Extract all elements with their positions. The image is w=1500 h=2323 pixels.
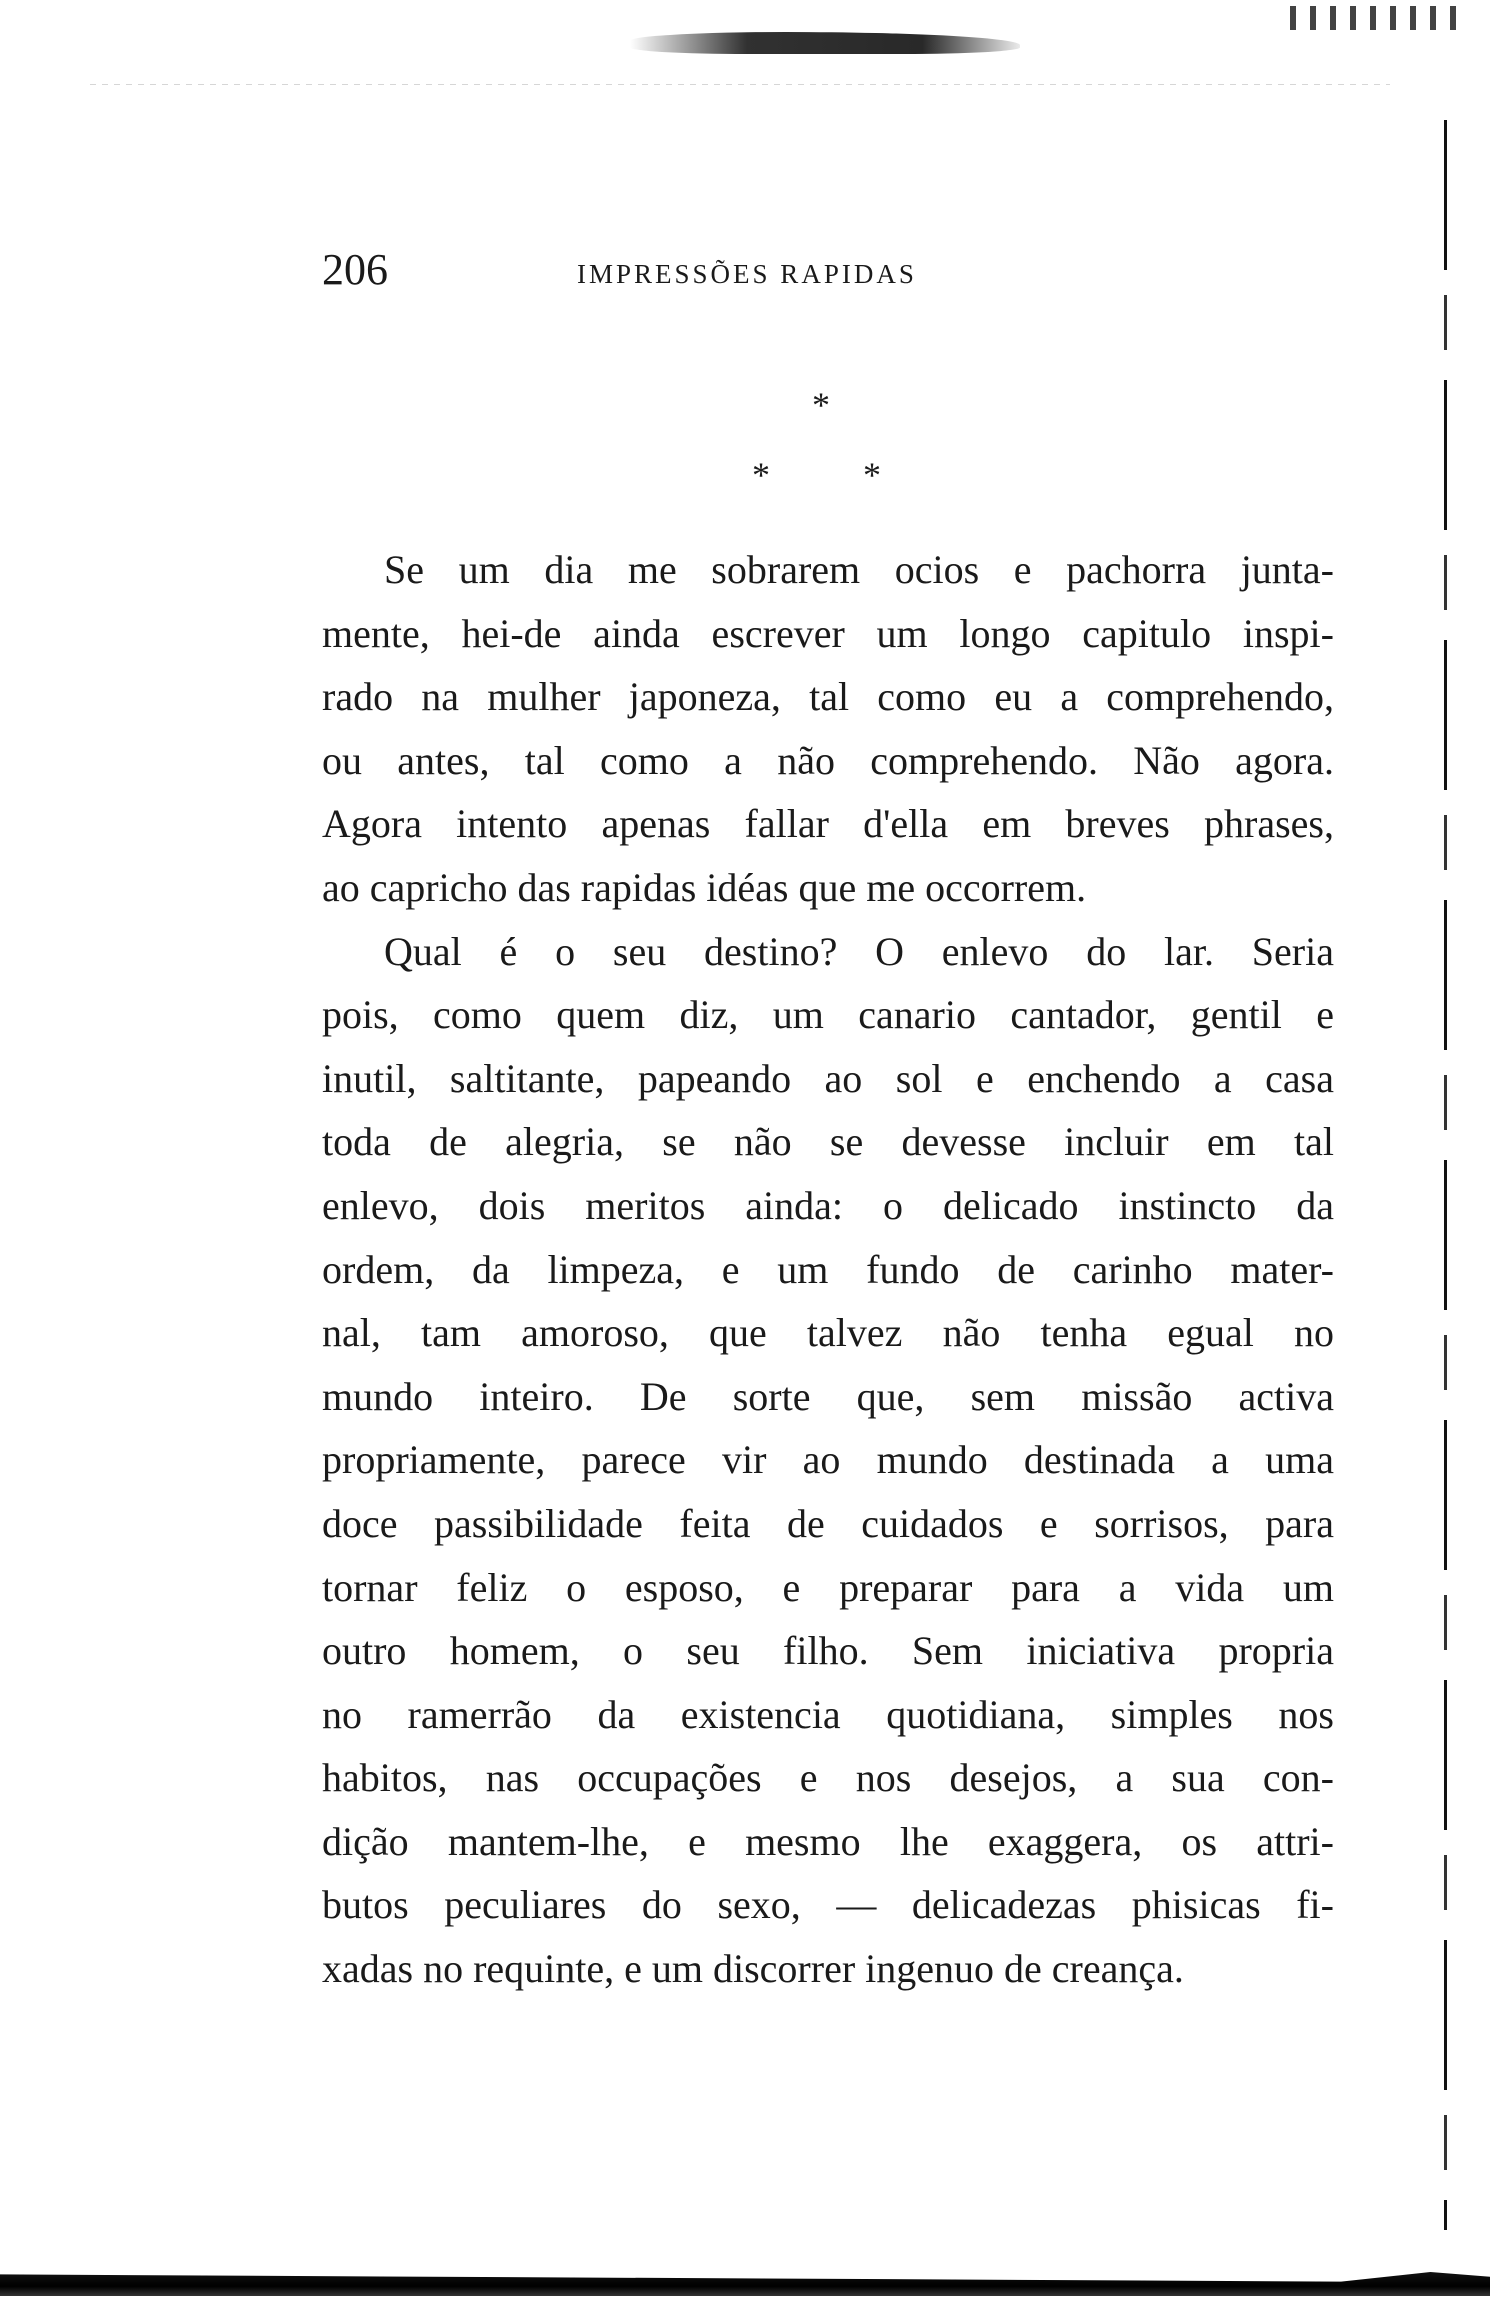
text-line: pois, como quem diz, um canario cantador, gentil e [322, 992, 1334, 1038]
text-line: Qual é o seu destino? O enlevo do lar. Seria [384, 928, 1334, 974]
text-line: inutil, saltitante, papeando ao sol e enchendo a casa [322, 1055, 1334, 1101]
asterism-star: * [812, 385, 830, 425]
text-line: mente, hei-de ainda escrever um longo capitulo inspi- [322, 610, 1334, 656]
text-line: rado na mulher japoneza, tal como eu a comprehendo, [322, 674, 1334, 720]
text-line: Se um dia me sobrarem ocios e pachorra junta- [384, 547, 1334, 592]
text-line: propriamente, parece vir ao mundo destinada a uma [322, 1437, 1334, 1483]
text-line: toda de alegria, se não se devesse incluir em tal [322, 1119, 1334, 1165]
asterism-star: * [752, 455, 770, 495]
text-line: doce passibilidade feita de cuidados e sorrisos, para [322, 1500, 1334, 1546]
text-line: tornar feliz o esposo, e preparar para a vida um [322, 1564, 1334, 1610]
paragraph-2 [322, 920, 1334, 2001]
body-text [322, 538, 1334, 2001]
text-line: no ramerrão da existencia quotidiana, simples nos [322, 1691, 1334, 1737]
text-line: enlevo, dois meritos ainda: o delicado instincto da [322, 1182, 1334, 1228]
running-head: IMPRESSÕES RAPIDAS [577, 259, 917, 289]
page-number: 206 [322, 245, 388, 294]
text-line: xadas no requinte, e um discorrer ingenuo de creança. [322, 1946, 1184, 1992]
page-header [322, 240, 1322, 300]
scan-artifact-bottom [0, 2272, 1490, 2296]
asterism [0, 375, 1500, 505]
scan-artifact-line [90, 84, 1390, 85]
text-line: ao capricho das rapidas idéas que me occorrem. [322, 864, 1087, 910]
text-line: nal, tam amoroso, que talvez não tenha egual no [322, 1310, 1334, 1356]
paragraph-1 [322, 538, 1334, 920]
text-line: dição mantem-lhe, e mesmo lhe exaggera, os attri- [322, 1818, 1334, 1864]
text-line: ordem, da limpeza, e um fundo de carinho mater- [322, 1246, 1334, 1292]
asterism-star: * [863, 455, 881, 495]
scan-artifact-top [630, 32, 1020, 54]
text-line: outro homem, o seu filho. Sem iniciativa propria [322, 1628, 1334, 1674]
scan-artifact-corner [1290, 6, 1460, 30]
text-line: habitos, nas occupações e nos desejos, a sua con- [322, 1755, 1334, 1801]
text-line: butos peculiares do sexo, — delicadezas phisicas fi- [322, 1882, 1334, 1928]
text-line: Agora intento apenas fallar d'ella em breves phrases, [322, 801, 1334, 847]
text-line: mundo inteiro. De sorte que, sem missão activa [322, 1373, 1334, 1419]
text-line: ou antes, tal como a não comprehendo. Não agora. [322, 737, 1334, 783]
